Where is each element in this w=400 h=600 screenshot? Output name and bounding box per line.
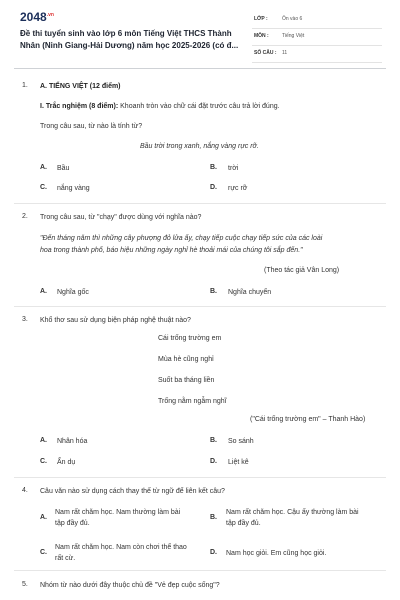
question-divider (14, 477, 386, 478)
option-letter: B. (210, 164, 217, 171)
question-quote-line: hoa trong thành phố, báo hiệu những ngày nghỉ hè thoải mái của chúng tôi sắp đến." (40, 247, 303, 254)
question-number: 3. (22, 316, 28, 323)
poem-line: Cái trống trường em (158, 335, 222, 342)
option-text: Nam học giỏi. Em cũng học giỏi. (226, 550, 327, 557)
option-text: rực rỡ (228, 185, 248, 192)
question-divider (14, 203, 386, 204)
meta-label: LỚP : (254, 16, 268, 22)
meta-info (252, 13, 382, 64)
option-letter: B. (210, 437, 217, 444)
question-prompt: Nhóm từ nào dưới đây thuộc chủ đề "Vẻ đẹp cuộc sống"? (40, 582, 220, 589)
meta-label: SỐ CÂU : (254, 50, 277, 56)
question-divider (14, 570, 386, 571)
option-text: Bầu (57, 165, 70, 172)
poem-line: Suốt ba tháng liền (158, 377, 215, 384)
option-letter: A. (40, 437, 47, 444)
option-letter: C. (40, 549, 47, 556)
option-letter: D. (210, 184, 217, 191)
logo-text: 2048 (20, 10, 47, 24)
question-number: 2. (22, 213, 28, 220)
part-instruction-text: Khoanh tròn vào chữ cái đặt trước câu trả lời đúng. (118, 103, 280, 110)
option-text: tập đầy đủ. (55, 520, 90, 527)
option-text: Nghĩa chuyển (228, 289, 272, 296)
logo[interactable] (20, 10, 54, 24)
meta-row-count (252, 47, 382, 63)
option-text: trời (228, 165, 239, 172)
option-text: Nam rất chăm học. Nam còn chơi thể thao (55, 544, 187, 551)
document-title-line: Nhân (Ninh Giang-Hải Dương) năm học 2025-2026 (có đ... (20, 41, 238, 50)
option-text: Nam rất chăm học. Cậu ấy thường làm bài (226, 509, 359, 516)
part-instruction (40, 102, 280, 111)
logo-suffix: .vn (46, 12, 54, 18)
option-letter: C. (40, 184, 47, 191)
question-quote: Bầu trời trong xanh, nắng vàng rực rỡ. (140, 143, 259, 150)
question-divider (14, 306, 386, 307)
option-text: Nam rất chăm học. Nam thường làm bài (55, 509, 181, 516)
poem-line: Mùa hè cũng nghỉ (158, 356, 214, 363)
meta-value: Ôn vào 6 (282, 16, 303, 22)
option-text: Ẩn dụ (57, 459, 76, 466)
option-letter: C. (40, 458, 47, 465)
option-letter: A. (40, 288, 47, 295)
header (0, 0, 400, 66)
header-divider (14, 68, 386, 69)
question-prompt: Khổ thơ sau sử dụng biện pháp nghệ thuật nào? (40, 317, 191, 324)
question-prompt: Trong câu sau, từ "chạy" được dùng với nghĩa nào? (40, 214, 202, 221)
question-number: 4. (22, 487, 28, 494)
meta-value: Tiếng Việt (282, 33, 305, 39)
question-prompt: Câu văn nào sử dụng cách thay thế từ ngữ để liên kết câu? (40, 488, 225, 495)
option-text: Liệt kê (228, 459, 249, 466)
meta-row-class (252, 13, 382, 29)
document-title-line: Đề thi tuyển sinh vào lớp 6 môn Tiếng Việt THCS Thành (20, 29, 232, 38)
question-quote-line: "Đến tháng năm thì những cây phượng đỏ lửa ấy, chạy tiếp cuộc chạy tiếp sức của các loài (40, 235, 323, 242)
option-text: nắng vàng (57, 185, 90, 192)
meta-label: MÔN : (254, 33, 269, 39)
quote-source: (Theo tác giả Vân Long) (264, 267, 340, 274)
part-label: I. Trắc nghiệm (8 điểm): (40, 103, 119, 110)
option-text: Nghĩa gốc (57, 289, 89, 296)
option-letter: B. (210, 514, 217, 521)
quote-source: ("Cái trống trường em" – Thanh Hào) (250, 416, 366, 423)
question-number: 1. (22, 82, 28, 89)
option-text: tập đầy đủ. (226, 520, 261, 527)
section-title: A. TIẾNG VIỆT (12 điểm) (40, 83, 121, 90)
document-title (20, 28, 238, 52)
option-text: So sánh (228, 438, 254, 445)
option-letter: D. (210, 549, 217, 556)
option-letter: B. (210, 288, 217, 295)
meta-value: 11 (282, 50, 288, 56)
option-text: Nhân hóa (57, 438, 88, 445)
option-letter: A. (40, 514, 47, 521)
option-letter: D. (210, 458, 217, 465)
meta-row-subject (252, 30, 382, 46)
option-text: rất cừ. (55, 555, 76, 562)
option-letter: A. (40, 164, 47, 171)
poem-line: Trống nằm ngẫm nghĩ (158, 398, 227, 405)
question-number: 5. (22, 581, 28, 588)
question-prompt: Trong câu sau, từ nào là tính từ? (40, 123, 143, 130)
